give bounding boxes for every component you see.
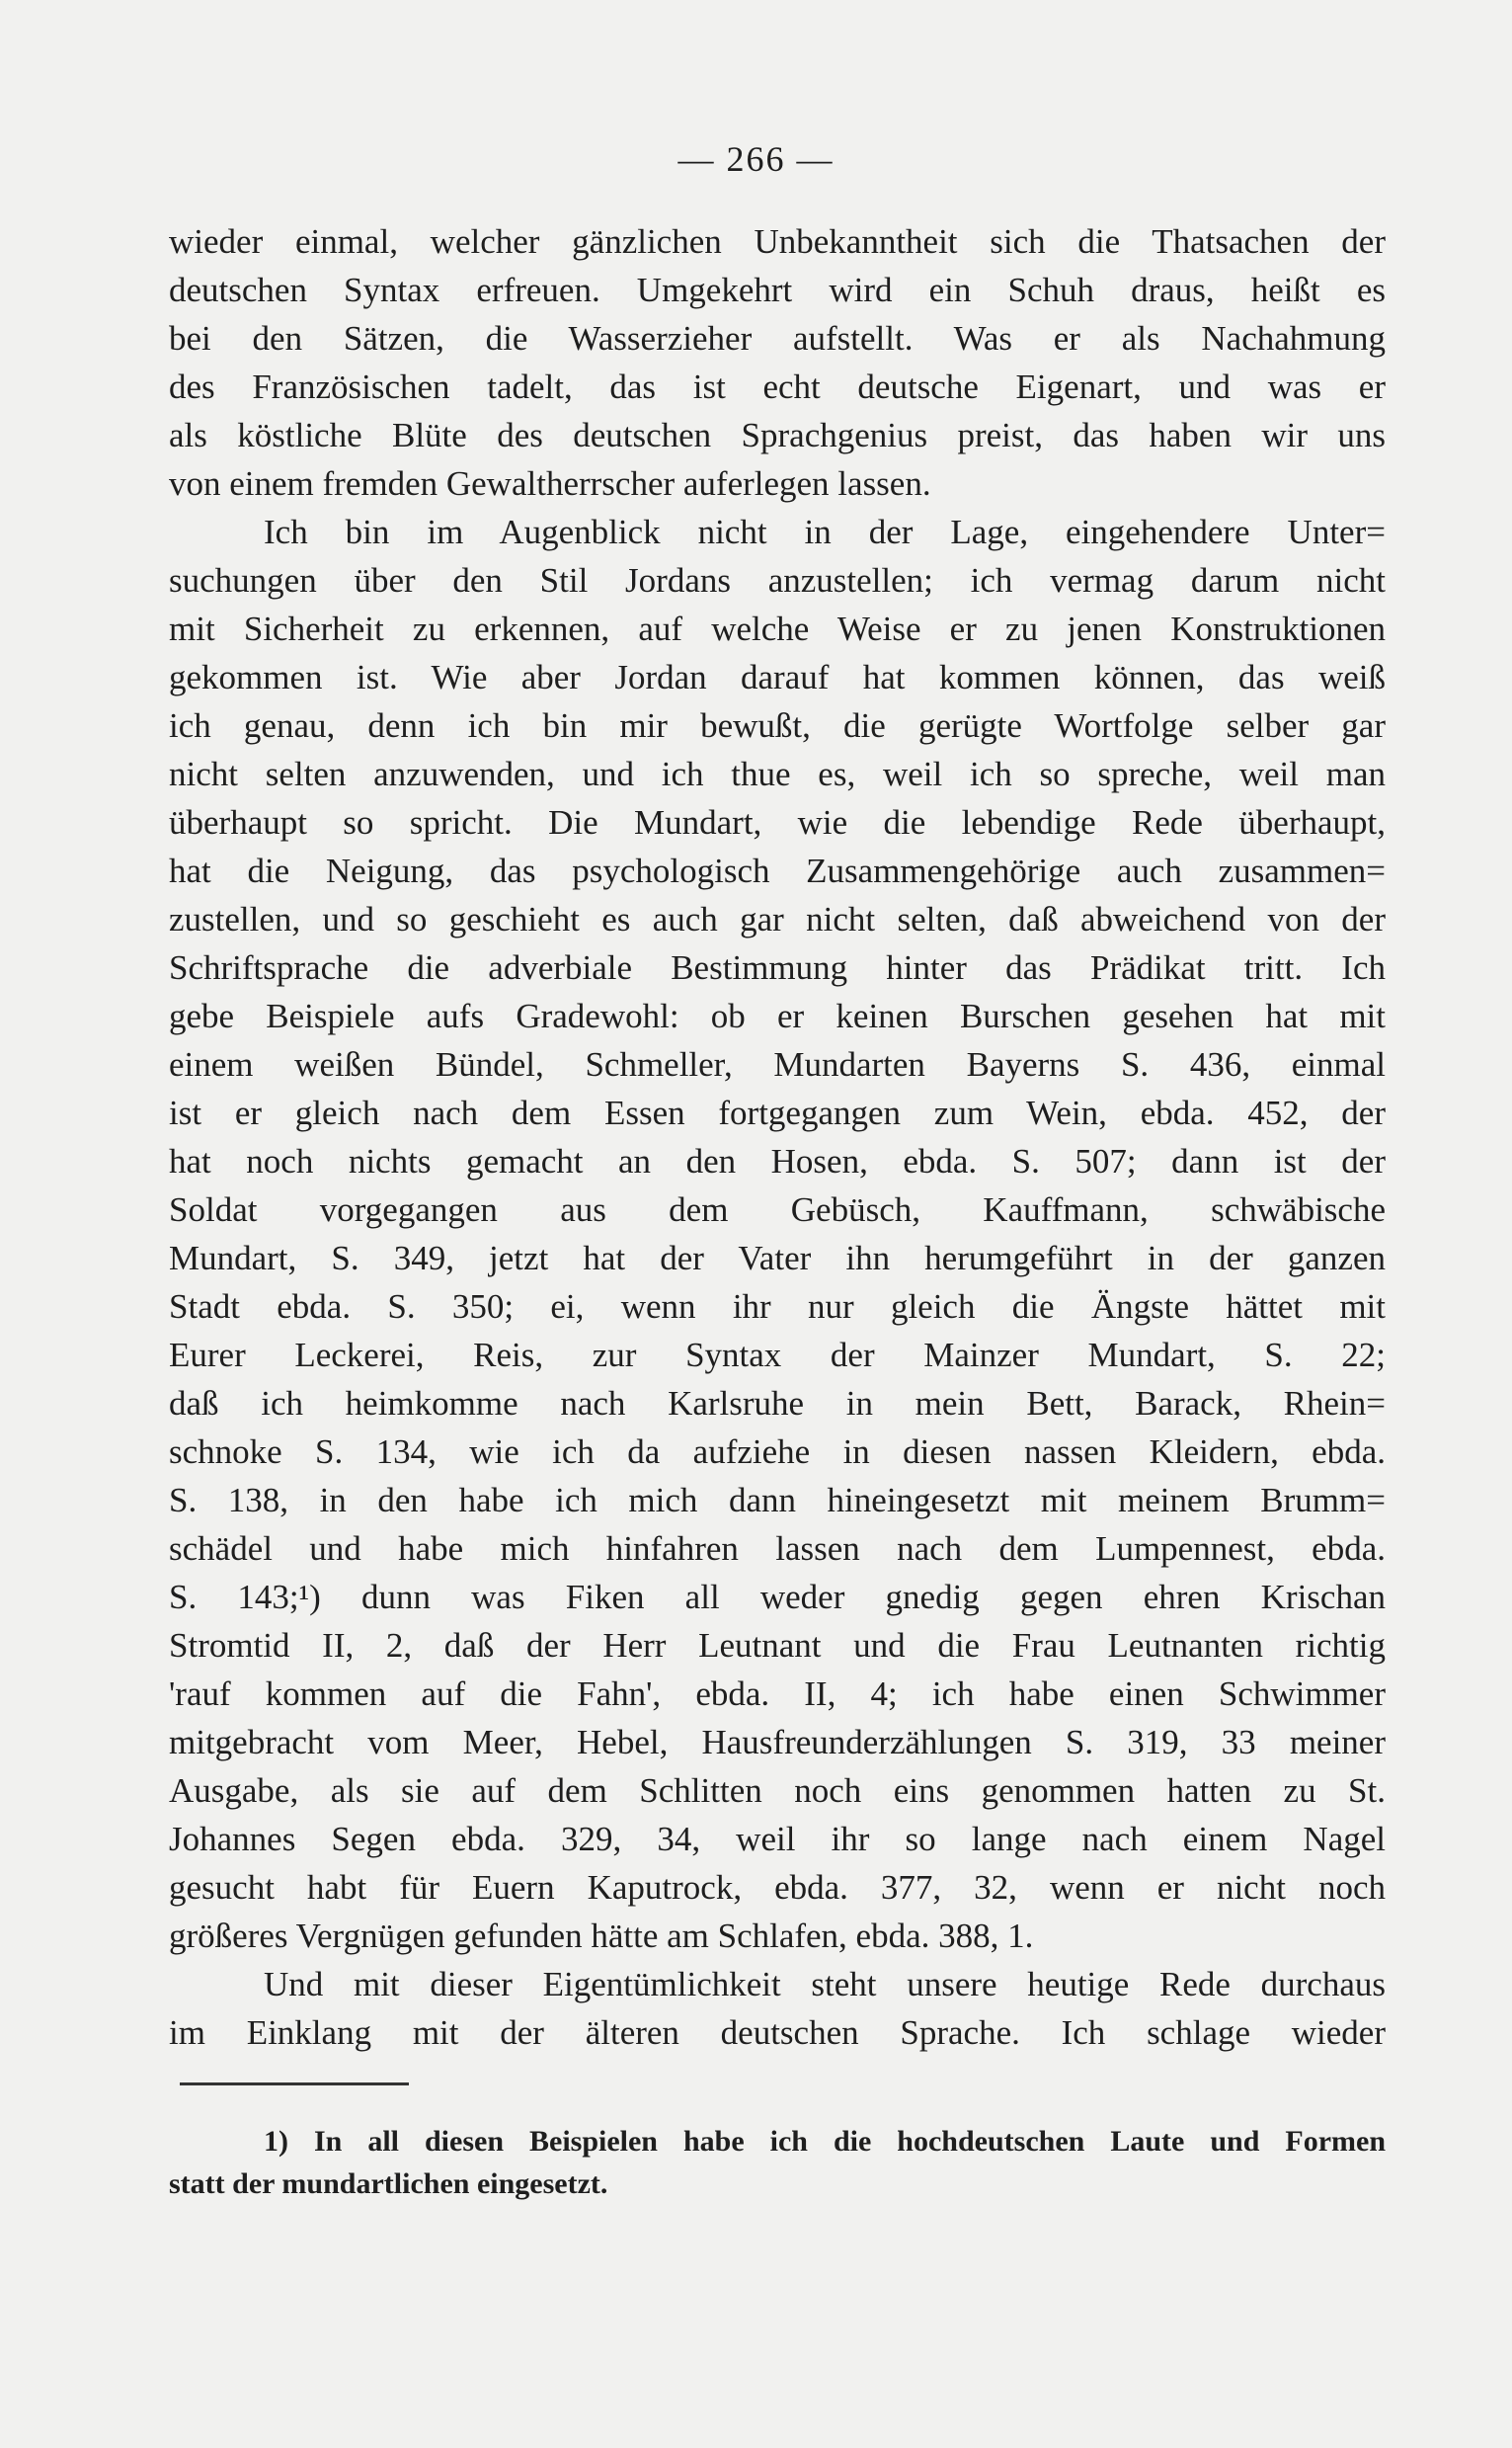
text-line: als köstliche Blüte des deutschen Sprachgenius preist, das haben wir uns [169,416,1386,454]
text-line: gebe Beispiele aufs Gradewohl: ob er keinen Burschen gesehen hat mit [169,997,1386,1035]
text-line: hat die Neigung, das psychologisch Zusammengehörige auch zusammen= [169,852,1386,890]
footnote-divider [180,2082,409,2085]
footnote-line: statt der mundartlichen eingesetzt. [169,2167,608,2200]
page-number: — 266 — [677,139,835,179]
text-line: einem weißen Bündel, Schmeller, Mundarten Bayerns S. 436, einmal [169,1045,1386,1084]
text-line: des Französischen tadelt, das ist echt deutsche Eigenart, und was er [169,367,1386,406]
paragraph [169,508,1386,1960]
text-line: Eurer Leckerei, Reis, zur Syntax der Mainzer Mundart, S. 22; [169,1336,1386,1374]
text-line: suchungen über den Stil Jordans anzustellen; ich vermag darum nicht [169,561,1386,600]
paragraph [169,1960,1386,2057]
text-line: mit Sicherheit zu erkennen, auf welche Weise er zu jenen Konstruktionen [169,610,1386,648]
text-line: 'rauf kommen auf die Fahn', ebda. II, 4; ich habe einen Schwimmer [169,1674,1386,1713]
text-line: deutschen Syntax erfreuen. Umgekehrt wird ein Schuh draus, heißt es [169,271,1386,309]
footnote-line: 1) In all diesen Beispielen habe ich die hochdeutschen Laute und Formen [264,2125,1386,2158]
text-line: von einem fremden Gewaltherrscher auferlegen lassen. [169,464,931,503]
text-line: ist er gleich nach dem Essen fortgegangen zum Wein, ebda. 452, der [169,1094,1386,1132]
body-text [169,217,1386,2057]
text-line: nicht selten anzuwenden, und ich thue es, weil ich so spreche, weil man [169,755,1386,793]
text-line: Schriftsprache die adverbiale Bestimmung hinter das Prädikat tritt. Ich [169,948,1386,987]
text-line: Soldat vorgegangen aus dem Gebüsch, Kauffmann, schwäbische [169,1190,1386,1229]
text-line: zustellen, und so geschieht es auch gar nicht selten, daß abweichend von der [169,900,1386,938]
text-line: Stadt ebda. S. 350; ei, wenn ihr nur gleich die Ängste hättet mit [169,1287,1386,1326]
text-line: wieder einmal, welcher gänzlichen Unbekanntheit sich die Thatsachen der [169,222,1386,261]
text-line: S. 143;¹) dunn was Fiken all weder gnedig gegen ehren Krischan [169,1578,1386,1616]
text-line: Mundart, S. 349, jetzt hat der Vater ihn herumgeführt in der ganzen [169,1239,1386,1277]
text-line: gesucht habt für Euern Kaputrock, ebda. 377, 32, wenn er nicht noch [169,1868,1386,1907]
text-line: bei den Sätzen, die Wasserzieher aufstellt. Was er als Nachahmung [169,319,1386,358]
footnote [169,2120,1386,2205]
text-line: S. 138, in den habe ich mich dann hineingesetzt mit meinem Brumm= [169,1481,1386,1519]
text-line: Und mit dieser Eigentümlichkeit steht unsere heutige Rede durchaus [264,1965,1386,2003]
paragraph [169,217,1386,508]
text-line: Ausgabe, als sie auf dem Schlitten noch eins genommen hatten zu St. [169,1771,1386,1810]
text-line: schnoke S. 134, wie ich da aufziehe in diesen nassen Kleidern, ebda. [169,1432,1386,1471]
text-line: gekommen ist. Wie aber Jordan darauf hat kommen können, das weiß [169,658,1386,696]
text-line: daß ich heimkomme nach Karlsruhe in mein Bett, Barack, Rhein= [169,1384,1386,1423]
text-line: ich genau, denn ich bin mir bewußt, die gerügte Wortfolge selber gar [169,706,1386,745]
text-line: im Einklang mit der älteren deutschen Sprache. Ich schlage wieder [169,2013,1386,2052]
text-line: schädel und habe mich hinfahren lassen nach dem Lumpennest, ebda. [169,1529,1386,1568]
text-line: mitgebracht vom Meer, Hebel, Hausfreunderzählungen S. 319, 33 meiner [169,1723,1386,1761]
text-line: hat noch nichts gemacht an den Hosen, ebda. S. 507; dann ist der [169,1142,1386,1181]
text-line: größeres Vergnügen gefunden hätte am Schlafen, ebda. 388, 1. [169,1917,1034,1955]
text-line: überhaupt so spricht. Die Mundart, wie die lebendige Rede überhaupt, [169,803,1386,842]
text-line: Johannes Segen ebda. 329, 34, weil ihr so lange nach einem Nagel [169,1820,1386,1858]
text-line: Ich bin im Augenblick nicht in der Lage, eingehendere Unter= [264,513,1386,551]
text-line: Stromtid II, 2, daß der Herr Leutnant und die Frau Leutnanten richtig [169,1626,1386,1665]
